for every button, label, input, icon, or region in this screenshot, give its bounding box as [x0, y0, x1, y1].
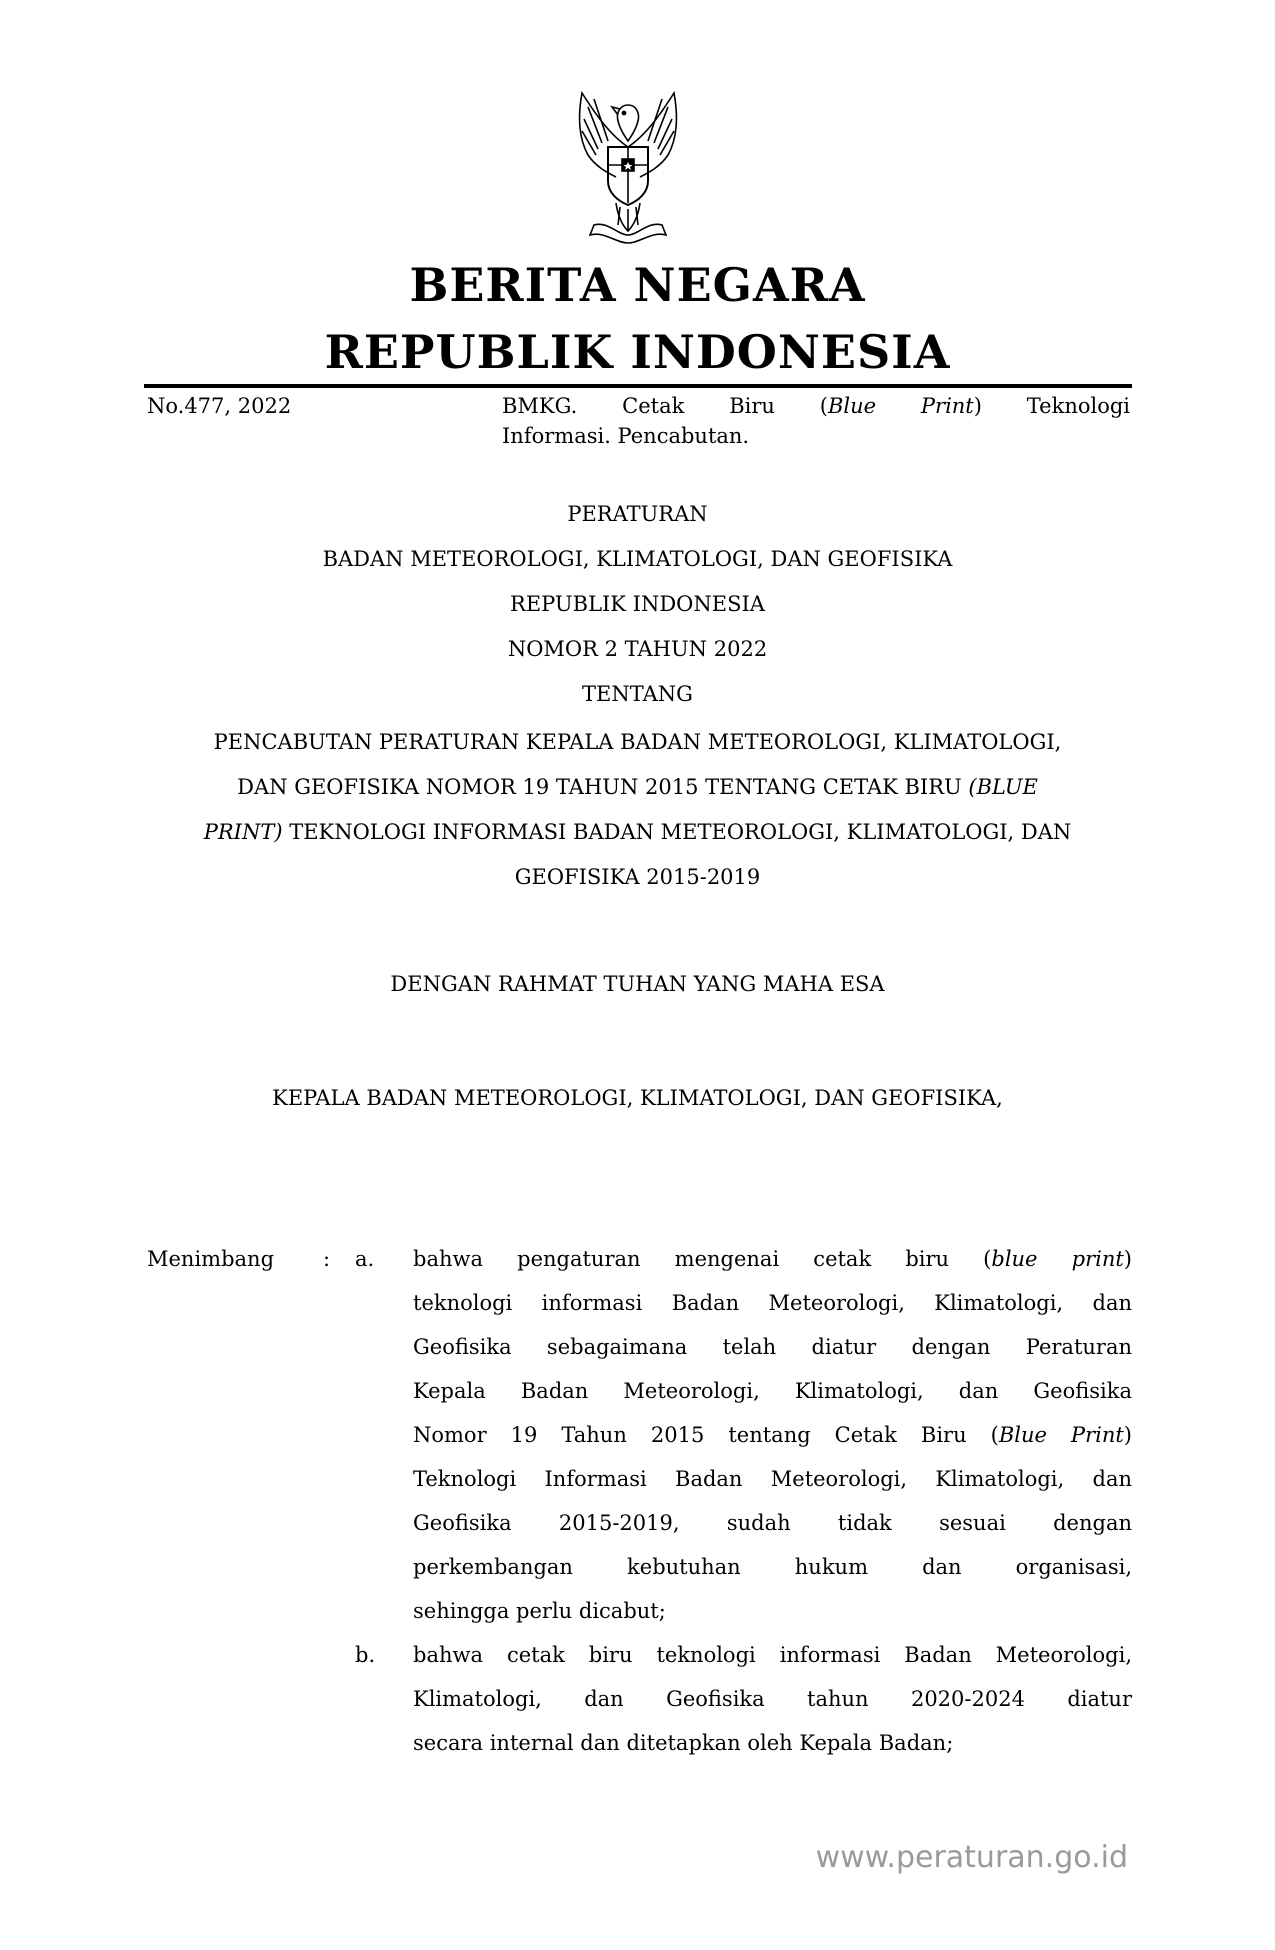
issue-summary-line-2: Informasi. Pencabutan.: [502, 424, 750, 448]
issue-summary-line-1: BMKG. Cetak Biru (Blue Print) Teknologi: [502, 394, 1131, 418]
issue-number: No.477, 2022: [147, 394, 292, 418]
item-a-line: perkembangan kebutuhan hukum dan organisasi,: [413, 1555, 1132, 1579]
subject-line-1: PENCABUTAN PERATURAN KEPALA BADAN METEOROLOGI, KLIMATOLOGI,: [213, 730, 1062, 754]
regulation-type: PERATURAN: [567, 502, 708, 526]
masthead-subtitle: REPUBLIK INDONESIA: [324, 325, 951, 379]
item-b-letter: b.: [355, 1643, 376, 1667]
item-a-line: Geofisika 2015-2019, sudah tidak sesuai dengan: [413, 1511, 1132, 1535]
considering-label: Menimbang: [147, 1247, 275, 1271]
issue-summary: [502, 391, 1130, 451]
item-a-letter: a.: [355, 1247, 375, 1271]
regulation-subject: [0, 720, 1275, 900]
item-a-line: sehingga perlu dicabut;: [413, 1599, 666, 1623]
item-a-line: Teknologi Informasi Badan Meteorologi, Klimatologi, dan: [413, 1467, 1132, 1491]
regulation-agency: BADAN METEOROLOGI, KLIMATOLOGI, DAN GEOFISIKA: [322, 547, 953, 571]
regulation-about: TENTANG: [582, 682, 693, 706]
item-b-line: bahwa cetak biru teknologi informasi Badan Meteorologi,: [413, 1643, 1132, 1667]
item-b-line: Klimatologi, dan Geofisika tahun 2020-2024 diatur: [413, 1687, 1132, 1711]
item-a-line: teknologi informasi Badan Meteorologi, Klimatologi, dan: [413, 1291, 1132, 1315]
subject-line-3: PRINT) TEKNOLOGI INFORMASI BADAN METEOROLOGI, KLIMATOLOGI, DAN: [203, 820, 1072, 844]
considering-colon: :: [323, 1247, 331, 1271]
regulation-country: REPUBLIK INDONESIA: [510, 592, 765, 616]
item-b-line: secara internal dan ditetapkan oleh Kepala Badan;: [413, 1731, 954, 1755]
masthead-title: BERITA NEGARA: [409, 258, 866, 312]
regulation-number: NOMOR 2 TAHUN 2022: [507, 637, 768, 661]
item-a-line: bahwa pengaturan mengenai cetak biru (blue print): [413, 1247, 1132, 1271]
item-a-text: [413, 1237, 1132, 1633]
regulation-heading: [0, 492, 1275, 717]
source-watermark: www.peraturan.go.id: [815, 1840, 1128, 1875]
issuer-line: KEPALA BADAN METEOROLOGI, KLIMATOLOGI, DAN GEOFISIKA,: [272, 1086, 1003, 1110]
item-b-text: [413, 1633, 1132, 1765]
garuda-emblem-icon: [548, 85, 708, 245]
subject-line-4: GEOFISIKA 2015-2019: [514, 865, 761, 889]
item-a-line: Kepala Badan Meteorologi, Klimatologi, dan Geofisika: [413, 1379, 1132, 1403]
blessing-line: DENGAN RAHMAT TUHAN YANG MAHA ESA: [390, 972, 885, 996]
item-a-line: Nomor 19 Tahun 2015 tentang Cetak Biru (Blue Print): [413, 1423, 1132, 1447]
subject-line-2: DAN GEOFISIKA NOMOR 19 TAHUN 2015 TENTANG CETAK BIRU (BLUE: [237, 775, 1038, 799]
masthead-divider: [144, 384, 1132, 388]
item-a-line: Geofisika sebagaimana telah diatur dengan Peraturan: [413, 1335, 1132, 1359]
